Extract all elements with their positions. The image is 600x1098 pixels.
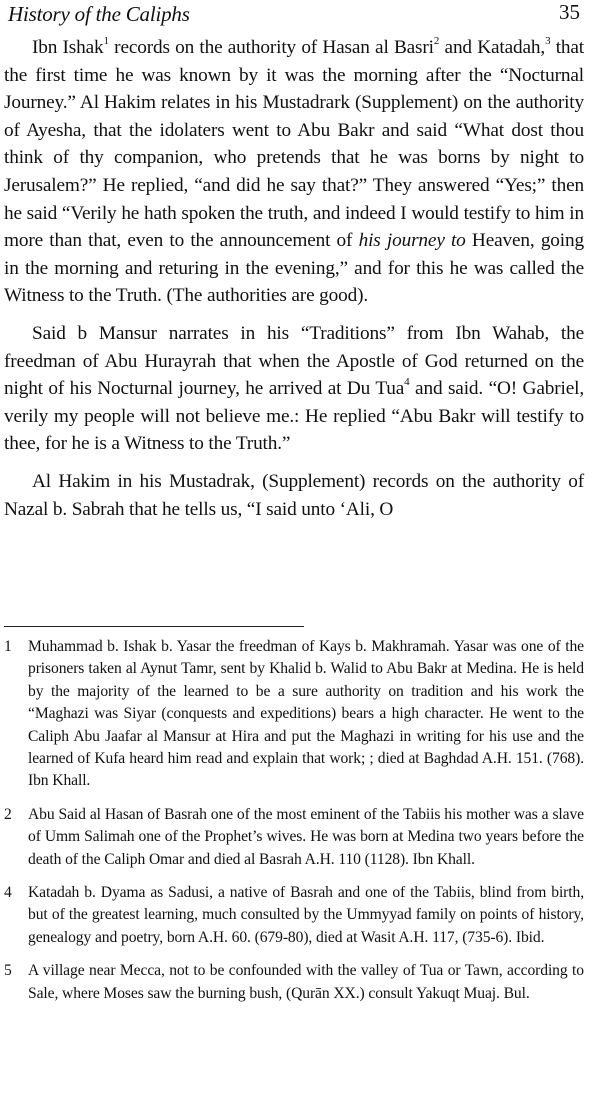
footnote [4,960,584,1005]
paragraph: Al Hakim in his Mustadrak, (Supplement) records on the authority of Nazal b. Sabrah that he tells us, “I said unto ‘Ali, O [4,470,584,520]
main-text [4,34,584,533]
footnote-text: Abu Said al Hasan of Basrah one of the most eminent of the Tabiis his mother was a slave of Umm Salimah one of the Prophet’s wives. He was born at Medina two years before the death of the Caliph Omar and died al Basrah A.H. 110 (1128). Ibn Khall. [28,805,584,868]
footnote-number: 5 [4,962,12,980]
footnote [4,882,584,949]
footnote-text: A village near Mecca, not to be confounded with the valley of Tua or Tawn, according to Sale, where Moses saw the burning bush, (Qurān XX.) consult Yakuqt Muaj. Bul. [28,962,584,1002]
footnotes [4,636,584,1016]
running-title: History of the Caliphs [8,2,190,26]
footnote-number: 1 [4,638,12,655]
page-header [4,0,594,30]
footnote-text: Muhammad b. Ishak b. Yasar the freedman of Kays b. Makhramah. Yasar was one of the prisoners taken al Aynut Tamr, sent by Khalid b. Walid to Abu Bakr at Medina. He is held by the majority of the learned to be a sure authority on tradition and his work the “Maghazi was Siyar (conquests and expeditions) bears a high character. He went to the Caliph Abu Jaafar al Mansur at Hira and put the Maghazi in writing for his use and the learned of Kufa heard him read and explain that work; ; died at Baghdad A.H. 151. (768). Ibn Khall. [28,638,584,790]
page-number: 35 [559,0,580,24]
footnote [4,636,584,793]
paragraph: Said b Mansur narrates in his “Traditions” from Ibn Wahab, the freedman of Abu Hurayrah that when the Apostle of God returned on the night of his Nocturnal journey, he arrived at Du Tua$^4$ and said. “O! Gabriel, verily my people will not believe me.: He replied “Abu Bakr will testify to thee, for he is a Witness to the Truth.” [4,322,584,455]
footnote [4,804,584,871]
footnote-divider [4,626,304,627]
italic-phrase: his journey to [358,230,466,252]
paragraph: Ibn Ishak$^1$ records on the authority of Hasan al Basri$^2$ and Katadah,$^3$ that the first time he was known by it was the morning after the “Nocturnal Journey.” Al Hakim relates in his Mustadrark (Supplement) on the authority of Ayesha, that the idolaters went to Abu Bakr and said “What dost thou think of thy companion, who pretends that he was borns by night to Jerusalem?” He replied, “and did he say that?” They answered “Yes;” then he said “Verily he hath spoken the truth, and indeed I would testify to him in more than that, even to the announcement of his journey to Heaven, going in the morning and returing in the evening,” and for this he was called the Witness to the Truth. (The authorities are good). [4,35,585,307]
footnote-ref: 1 [103,35,109,47]
footnote-ref: 4 [404,376,410,389]
footnote-ref: 3 [545,35,551,47]
footnote-number: 2 [4,805,12,823]
footnote-ref: 2 [433,35,440,47]
footnote-text: Katadah b. Dyama as Sadusi, a native of Basrah and one of the Tabiis, blind from birth, but of the greatest learning, much consulted by the Ummyyad family on points of history, genealogy and poetry, born A.H. 60. (679-80), died at Wasit A.H. 117, (735-6). Ibid. [28,884,584,946]
footnote-number: 4 [4,884,12,902]
